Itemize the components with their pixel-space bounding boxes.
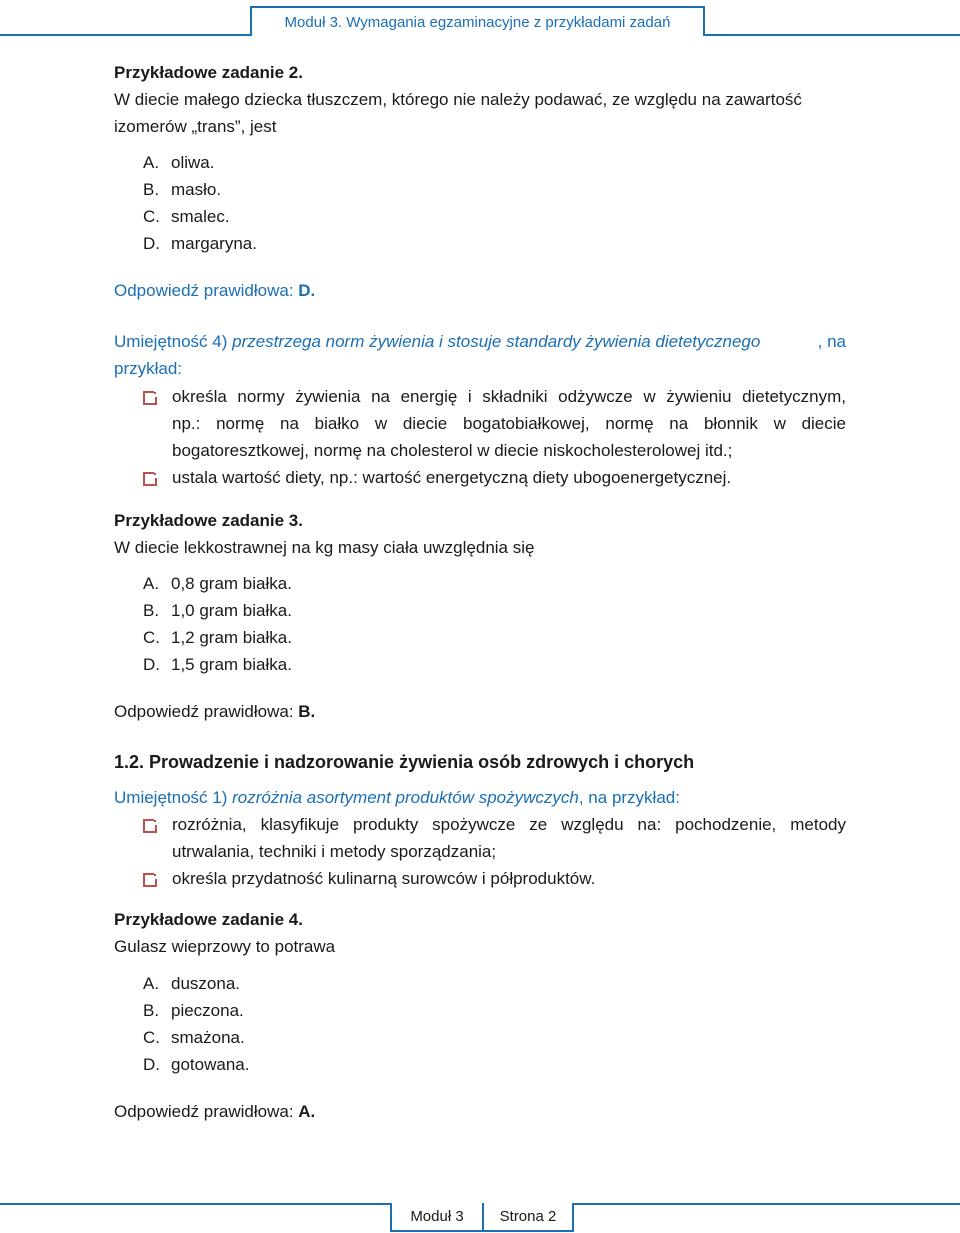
- task4-option-b-text: pieczona.: [171, 1001, 244, 1020]
- header-rule-left: [0, 34, 250, 36]
- skill4-line2: przykład:: [114, 359, 183, 378]
- task2-question-line2: izomerów „trans”, jest: [114, 117, 277, 136]
- skill1-suffix: , na przykład:: [578, 788, 680, 807]
- skill4-heading: [114, 331, 846, 353]
- footer-module-tab: [390, 1203, 484, 1232]
- task3-answer-label: Odpowiedź prawidłowa:: [114, 702, 299, 721]
- task4-question: Gulasz wieprzowy to potrawa: [114, 937, 336, 956]
- task4-title: Przykładowe zadanie 4.: [114, 910, 303, 929]
- footer-rule-right: [574, 1203, 960, 1205]
- footer-rule-left: [0, 1203, 390, 1205]
- task2-option-a-text: oliwa.: [171, 153, 215, 172]
- task3-option-b-text: 1,0 gram białka.: [171, 601, 292, 620]
- skill4-bullet1-line3: bogatoresztkowej, normę na cholesterol w diecie niskocholesterolowej itd.;: [172, 441, 733, 460]
- task3-option-d-text: 1,5 gram białka.: [171, 655, 292, 674]
- header-tab: [250, 6, 705, 36]
- task2-question-line1: W diecie małego dziecka tłuszczem, którego nie należy podawać, ze względu na zawartość: [114, 90, 802, 109]
- task4-answer-value: A.: [298, 1102, 316, 1121]
- task3-answer-value: B.: [298, 702, 316, 721]
- skill4-bullet2-line1: ustala wartość diety, np.: wartość energetyczną diety ubogoenergetycznej.: [172, 468, 732, 487]
- footer-module: Moduł 3: [410, 1208, 464, 1225]
- task2-option-c-text: smalec.: [171, 207, 230, 226]
- task3-title: Przykładowe zadanie 3.: [114, 511, 303, 530]
- task2-option-b-letter: B.: [143, 180, 160, 199]
- task2-answer: [114, 280, 315, 302]
- task2-answer-value: D.: [298, 281, 316, 300]
- section-title: 1.2. Prowadzenie i nadzorowanie żywienia osób zdrowych i chorych: [114, 752, 695, 772]
- task4-answer: [114, 1101, 315, 1123]
- header-rule-right: [705, 34, 960, 36]
- task2-option-d-letter: D.: [143, 234, 160, 253]
- task4-option-a-letter: A.: [143, 974, 160, 993]
- footer-page-tab: [484, 1203, 574, 1232]
- skill4-italic: przestrzega norm żywienia i stosuje standardy żywienia dietetycznego: [232, 332, 761, 351]
- checkbox-bullet-icon: [142, 818, 158, 834]
- task2-option-d-text: margaryna.: [171, 234, 257, 253]
- task2-option-c-letter: C.: [143, 207, 160, 226]
- task4-option-c-letter: C.: [143, 1028, 160, 1047]
- task2-answer-label: Odpowiedź prawidłowa:: [114, 281, 299, 300]
- skill4-bullet1-line1: określa normy żywienia na energię i składniki odżywcze w żywieniu dietetycznym,: [172, 387, 846, 406]
- checkbox-bullet-icon: [142, 390, 158, 406]
- task4-option-d-text: gotowana.: [171, 1055, 250, 1074]
- skill4-bullet1-line2: np.: normę na białko w diecie bogatobiałkowej, normę na błonnik w diecie: [172, 414, 846, 433]
- footer-page-number: Strona 2: [499, 1208, 557, 1225]
- task3-option-b-letter: B.: [143, 601, 160, 620]
- skill4-prefix: Umiejętność 4): [114, 332, 233, 351]
- skill1-prefix: Umiejętność 1): [114, 788, 233, 807]
- skill1-bullet1-line1: rozróżnia, klasyfikuje produkty spożywcze ze względu na: pochodzenie, metody: [172, 815, 846, 834]
- skill1-bullet2-line1: określa przydatność kulinarną surowców i półproduktów.: [172, 869, 596, 888]
- task4-option-b-letter: B.: [143, 1001, 160, 1020]
- task3-option-a-letter: A.: [143, 574, 160, 593]
- task4-option-a-text: duszona.: [171, 974, 240, 993]
- task4-answer-label: Odpowiedź prawidłowa:: [114, 1102, 299, 1121]
- task2-option-a-letter: A.: [143, 153, 160, 172]
- checkbox-bullet-icon: [142, 872, 158, 888]
- task4-option-d-letter: D.: [143, 1055, 160, 1074]
- skill1-italic: rozróżnia asortyment produktów spożywczych: [232, 788, 579, 807]
- skill1-heading: [114, 787, 680, 809]
- skill1-bullet1-line2: utrwalania, techniki i metody sporządzania;: [172, 842, 497, 861]
- task3-option-d-letter: D.: [143, 655, 160, 674]
- task3-answer: [114, 701, 315, 723]
- header-title: Moduł 3. Wymagania egzaminacyjne z przykładami zadań: [284, 13, 671, 31]
- task3-option-a-text: 0,8 gram białka.: [171, 574, 292, 593]
- task2-option-b-text: masło.: [171, 180, 222, 199]
- task4-option-c-text: smażona.: [171, 1028, 245, 1047]
- checkbox-bullet-icon: [142, 471, 158, 487]
- task2-title: Przykładowe zadanie 2.: [114, 63, 303, 82]
- skill4-suffix: , na: [817, 332, 846, 351]
- task3-question: W diecie lekkostrawnej na kg masy ciała uwzględnia się: [114, 538, 535, 557]
- task3-option-c-text: 1,2 gram białka.: [171, 628, 292, 647]
- task3-option-c-letter: C.: [143, 628, 160, 647]
